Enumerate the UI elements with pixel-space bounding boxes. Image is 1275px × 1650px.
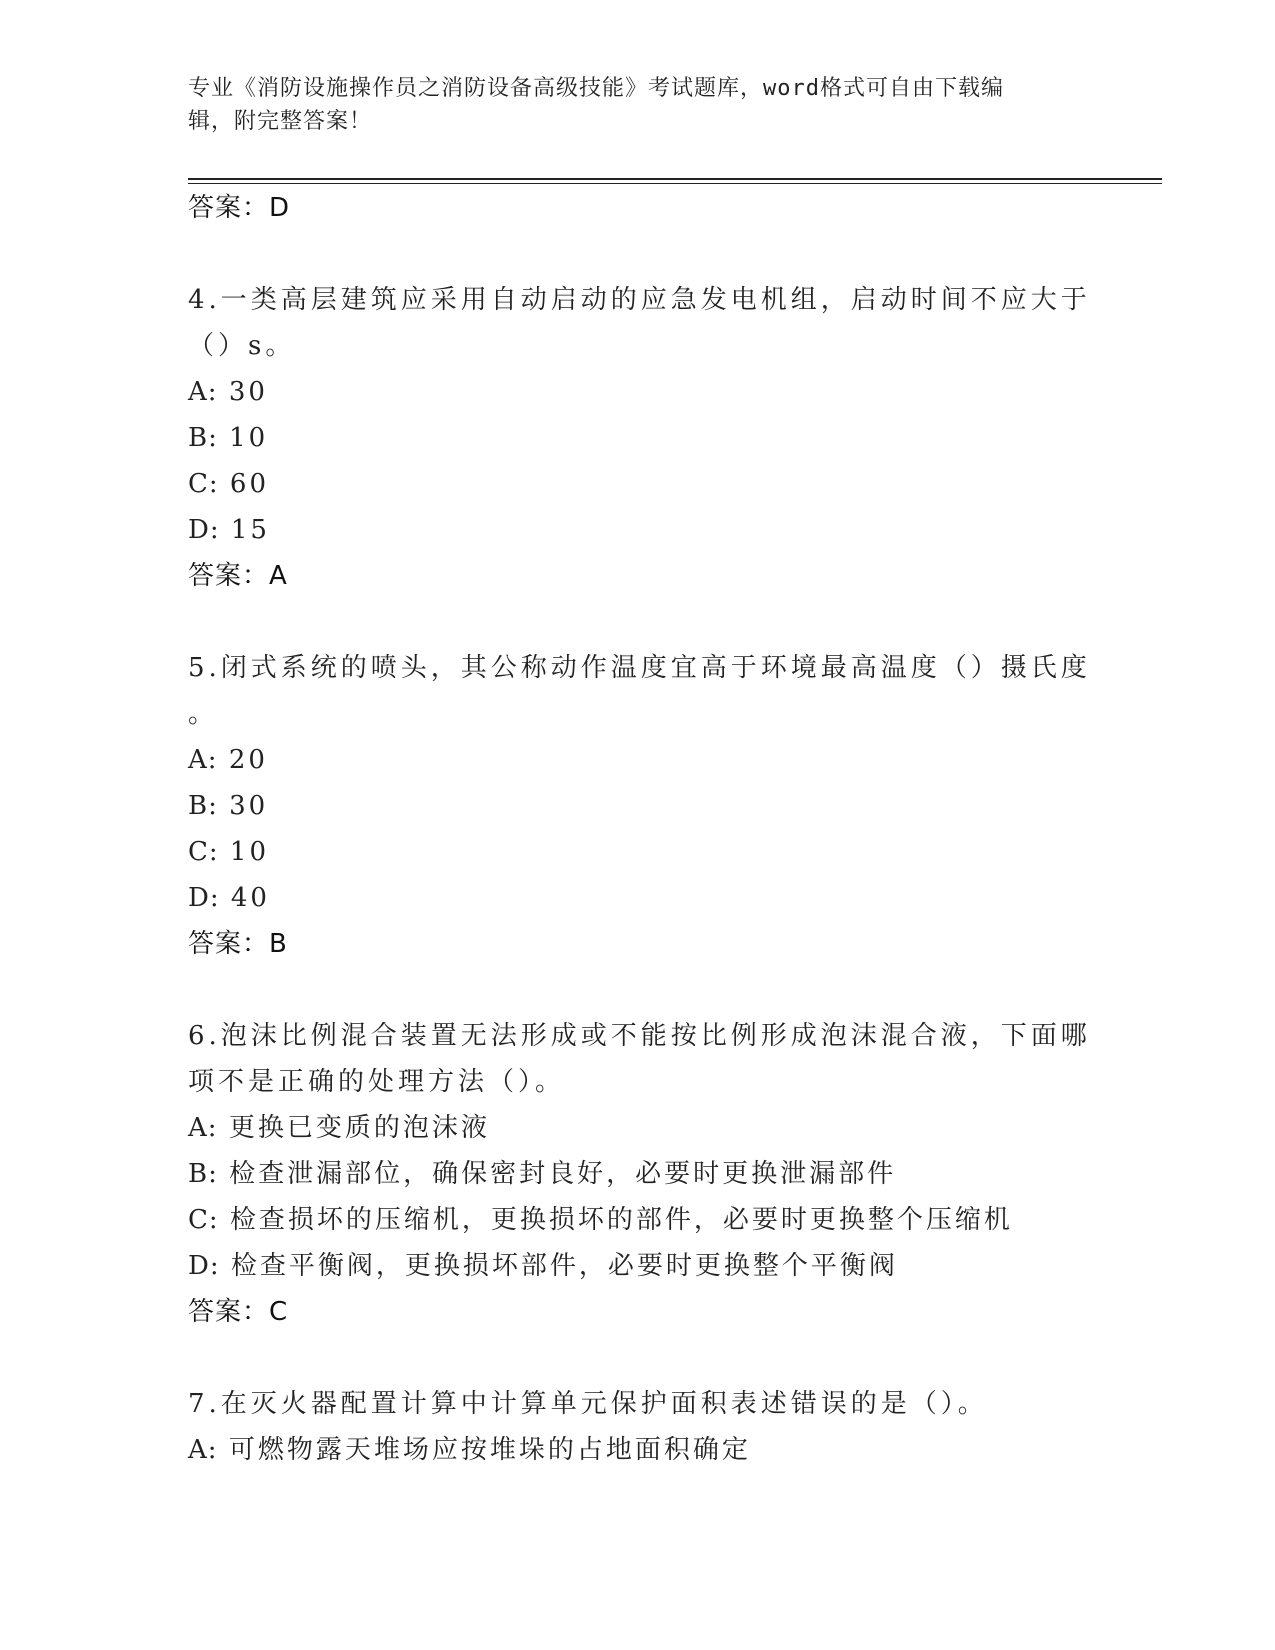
header-divider-thick xyxy=(188,178,1162,180)
question-stem: 6.泡沫比例混合装置无法形成或不能按比例形成泡沫混合液，下面哪 xyxy=(188,1021,1091,1051)
question-stem: 5.闭式系统的喷头，其公称动作温度宜高于环境最高温度（）摄氏度 xyxy=(188,653,1091,683)
header-divider-thin xyxy=(188,183,1162,184)
document-header xyxy=(188,72,1078,138)
option-d: D: 40 xyxy=(188,883,270,913)
spacer xyxy=(188,1335,1088,1381)
question-stem-continued: 项不是正确的处理方法（）。 xyxy=(188,1067,566,1097)
spacer xyxy=(188,599,1088,645)
option-c: C: 10 xyxy=(188,837,270,867)
answer: 答案：A xyxy=(188,561,288,591)
question-stem-continued: （）s。 xyxy=(188,331,296,361)
question-stem-continued: 。 xyxy=(188,699,219,729)
option-a: A: 20 xyxy=(188,745,268,775)
question-list xyxy=(188,185,1091,1473)
option-a: A: 可燃物露天堆场应按堆垛的占地面积确定 xyxy=(188,1435,751,1465)
option-b: B: 30 xyxy=(188,791,269,821)
spacer xyxy=(188,231,1088,277)
question-stem: 4.一类高层建筑应采用自动启动的应急发电机组，启动时间不应大于 xyxy=(188,285,1091,315)
answer: 答案：C xyxy=(188,1297,289,1327)
question-4 xyxy=(188,277,1091,599)
previous-answer: 答案：D xyxy=(188,193,291,223)
option-c: C: 60 xyxy=(188,469,270,499)
option-a: A: 30 xyxy=(188,377,268,407)
option-d: D: 检查平衡阀，更换损坏部件，必要时更换整个平衡阀 xyxy=(188,1251,898,1281)
option-c: C: 检查损坏的压缩机，更换损坏的部件，必要时更换整个压缩机 xyxy=(188,1205,1013,1235)
header-line-1: 专业《消防设施操作员之消防设备高级技能》考试题库，word格式可自由下载编 xyxy=(188,76,1004,101)
header-line-2: 辑，附完整答案！ xyxy=(188,109,373,134)
option-b: B: 10 xyxy=(188,423,269,453)
spacer xyxy=(188,967,1088,1013)
answer: 答案：B xyxy=(188,929,288,959)
question-7 xyxy=(188,1381,1088,1473)
question-6 xyxy=(188,1013,1091,1335)
option-a: A: 更换已变质的泡沫液 xyxy=(188,1113,490,1143)
option-d: D: 15 xyxy=(188,515,270,545)
option-b: B: 检查泄漏部位，确保密封良好，必要时更换泄漏部件 xyxy=(188,1159,897,1189)
question-5 xyxy=(188,645,1091,967)
question-stem: 7.在灭火器配置计算中计算单元保护面积表述错误的是（）。 xyxy=(188,1389,988,1419)
